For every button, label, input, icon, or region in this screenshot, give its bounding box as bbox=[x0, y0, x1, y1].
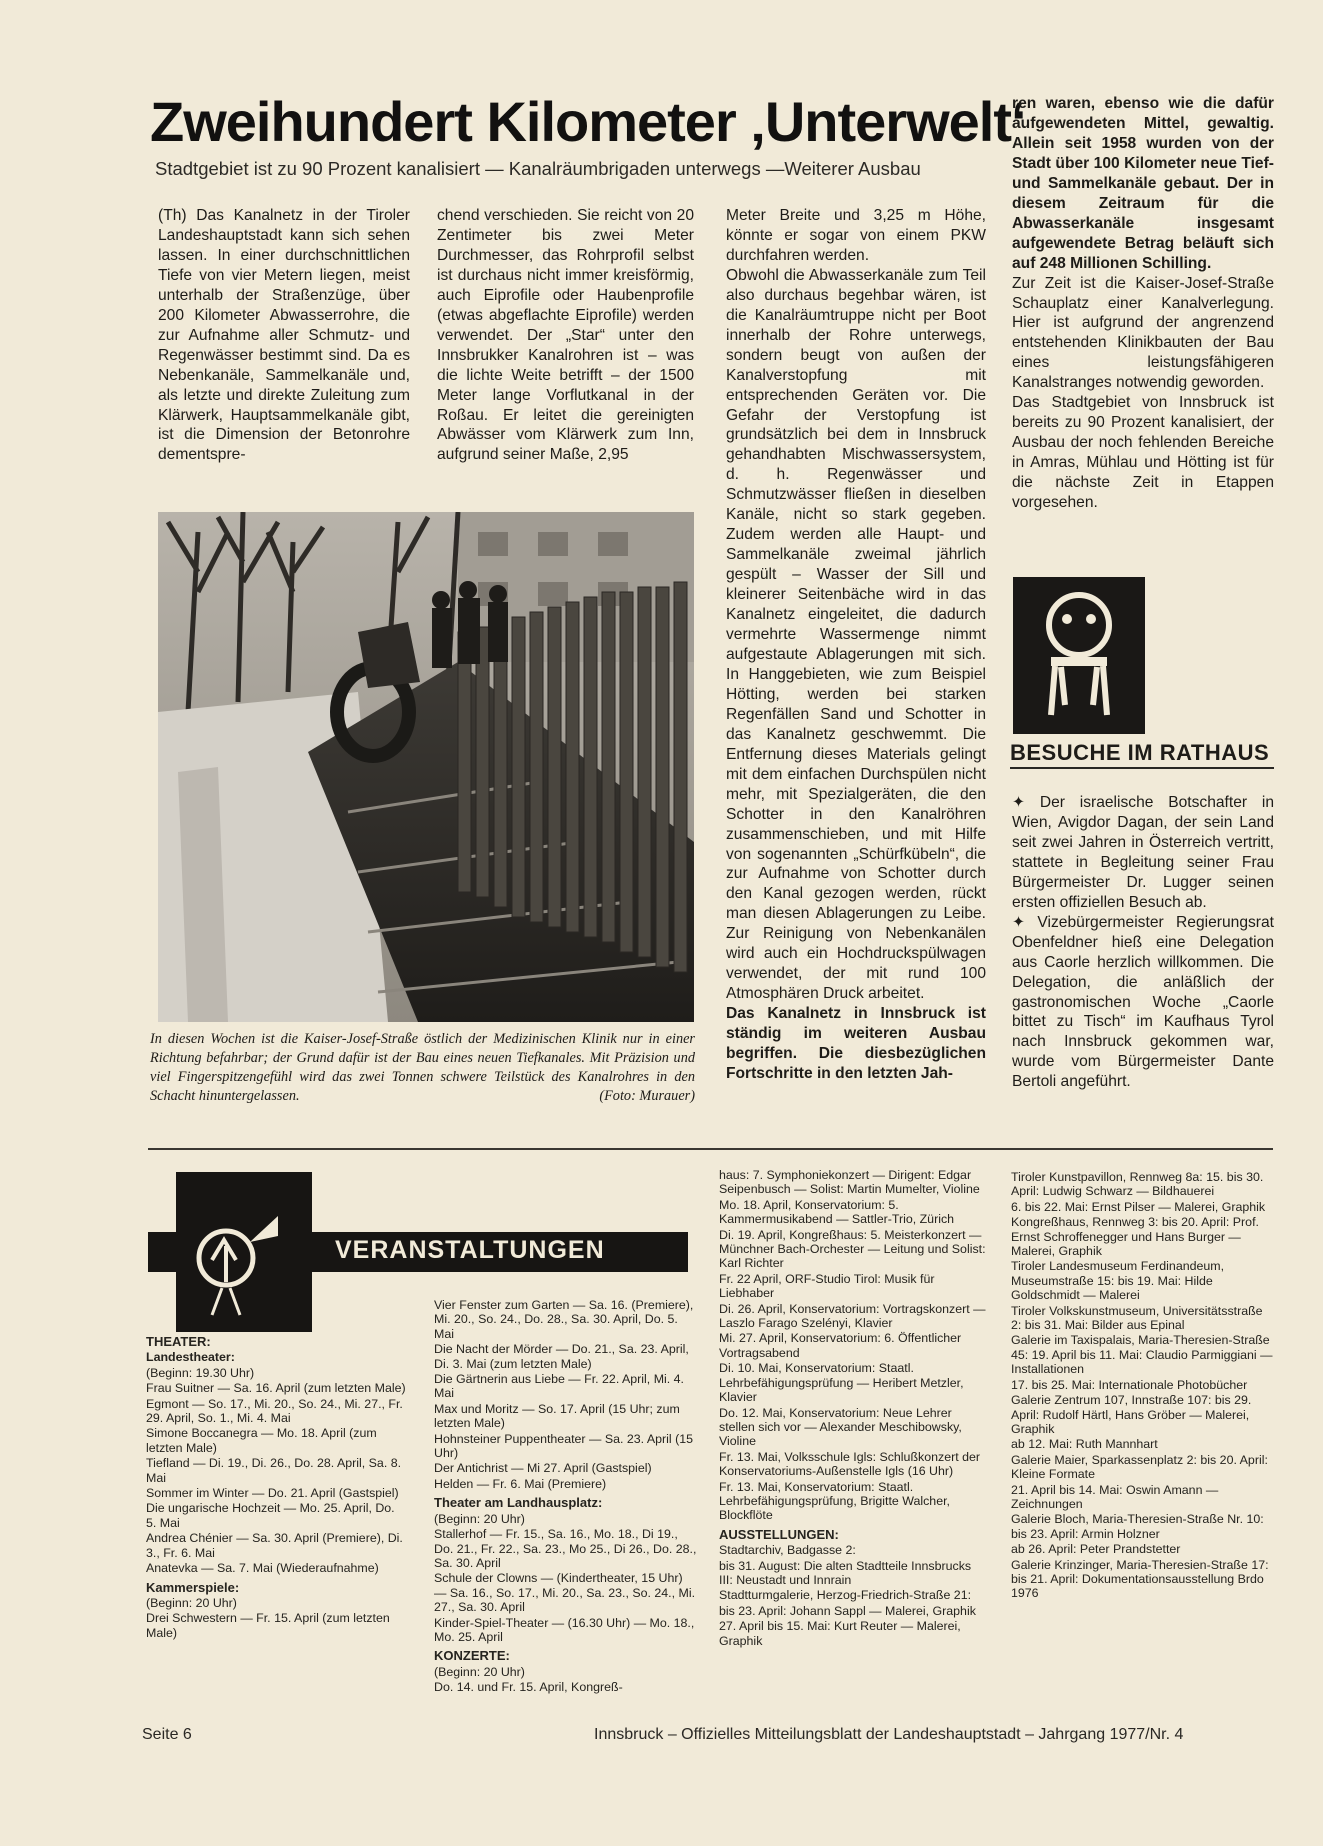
event-entry: (Beginn: 19.30 Uhr) bbox=[146, 1365, 255, 1380]
article-paragraph: Meter Breite und 3,25 m Höhe, könnte er sogar von einem PKW durchfahren werden. bbox=[726, 207, 986, 264]
photo-caption bbox=[150, 1030, 695, 1106]
event-entry: ab 26. April: Peter Prandstetter bbox=[1011, 1542, 1181, 1557]
event-entry: Helden — Fr. 6. Mai (Premiere) bbox=[434, 1476, 607, 1491]
event-entry: Di. 19. April, Kongreßhaus: 5. Meisterkonzert — Münchner Bach-Orchester — Leitung und Solist: Karl Richter bbox=[719, 1227, 986, 1271]
event-entry: Sommer im Winter — Do. 21. April (Gastspiel) bbox=[146, 1486, 399, 1501]
event-entry: Kinder-Spiel-Theater — (16.30 Uhr) — Mo. 18., Mo. 25. April bbox=[434, 1615, 695, 1644]
event-entry: (Beginn: 20 Uhr) bbox=[146, 1595, 237, 1610]
event-entry: Der Antichrist — Mi 27. April (Gastspiel) bbox=[434, 1461, 652, 1476]
rathaus-body bbox=[1012, 793, 1274, 1092]
article-column-1 bbox=[158, 206, 410, 465]
article-paragraph-bold: ren waren, ebenso wie die dafür aufgewendeten Mittel, gewaltig. Allein seit 1958 wurden von der Stadt über 100 Kilometer neue Tief- und Sammelkanäle gebaut. Der in diesem Zeitraum für die Abwasserkanäle insgesamt aufgewendete Betrag beläuft sich auf 248 Millionen Schilling. bbox=[1012, 95, 1274, 272]
event-entry: Mo. 18. April, Konservatorium: 5. Kammermusikabend — Sattler-Trio, Zürich bbox=[719, 1197, 955, 1227]
event-heading: Theater am Landhausplatz: bbox=[434, 1495, 603, 1511]
event-entry: Tiroler Volkskunstmuseum, Universitätsstraße 2: bis 31. Mai: Bilder aus Epinal bbox=[1011, 1303, 1263, 1333]
event-entry: Mi. 27. April, Konservatorium: 6. Öffentlicher Vortragsabend bbox=[719, 1331, 962, 1360]
article-paragraph: (Th) Das Kanalnetz in der Tiroler Landeshauptstadt kann sich sehen lassen. In einer durchschnittlichen Tiefe von vier Metern liegen, meist unterhalb der Straßenzüge, über 200 Kilometer Abwasserrohre, die zur Aufnahme aller Schmutz- und Regenwässer bestimmt sind. Da es Nebenkanäle, Sammelkanäle und, als letzte und direkte Zuleitung zum Klärwerk, Hauptsammelkanäle gibt, ist die Dimension der Betonrohre dementspre- bbox=[158, 207, 410, 464]
event-entry: Stadtturmgalerie, Herzog-Friedrich-Straße 21: bbox=[719, 1588, 972, 1603]
event-entry: Tiroler Landesmuseum Ferdinandeum, Museumstraße 15: bis 19. Mai: Hilde Goldschmidt — Malerei bbox=[1011, 1259, 1225, 1303]
event-entry: Galerie Zentrum 107, Innstraße 107: bis 29. April: Rudolf Härtl, Hans Gröber — Malerei, Graphik bbox=[1011, 1393, 1252, 1436]
events-column-1 bbox=[146, 1330, 408, 1641]
event-entry: Egmont — So. 17., Mi. 20., So. 24., Mi. 27., Fr. 29. April, So. 1., Mi. 4. Mai bbox=[146, 1396, 403, 1426]
article-column-3 bbox=[726, 206, 986, 1084]
event-entry: ab 12. Mai: Ruth Mannhart bbox=[1011, 1437, 1158, 1452]
event-entry: Simone Boccanegra — Mo. 18. April (zum letzten Male) bbox=[146, 1426, 377, 1455]
page-number: Seite 6 bbox=[142, 1726, 192, 1743]
event-entry: Kongreßhaus, Rennweg 3: bis 20. April: Prof. Ernst Schroffenegger und Hans Burger — Malerei, Graphik bbox=[1011, 1215, 1259, 1259]
event-heading: AUSSTELLUNGEN: bbox=[719, 1526, 839, 1542]
event-entry: Fr. 13. Mai, Konservatorium: Staatl. Lehrbefähigungsprüfung, Brigitte Walcher, Blockflöte bbox=[719, 1479, 950, 1523]
event-heading: THEATER: bbox=[146, 1334, 211, 1349]
article-subheadline: Stadtgebiet ist zu 90 Prozent kanalisiert — Kanalräumbrigaden unterwegs —Weiterer Ausbau bbox=[155, 158, 921, 179]
event-entry: Galerie Krinzinger, Maria-Theresien-Straße 17: bis 21. April: Dokumentationsausstellung Brdo 1976 bbox=[1011, 1557, 1269, 1601]
event-heading: Landestheater: bbox=[146, 1350, 235, 1365]
event-entry: Galerie im Taxispalais, Maria-Theresien-Straße 45: 19. April bis 11. Mai: Claudio Parmiggiani — Installationen bbox=[1011, 1333, 1273, 1377]
photo-caption-text: In diesen Wochen ist die Kaiser-Josef-Straße östlich der Medizinischen Klinik nur in einer Richtung befahrbar; der Grund dafür ist der Bau eines neuen Tiefkanales. Mit Präzision und viel Fingerspitzengefühl wird das zwei Tonnen schwere Teilstück des Kanalrohres in den Schacht hinuntergelassen. bbox=[150, 1031, 695, 1104]
event-entry: Do. 12. Mai, Konservatorium: Neue Lehrer stellen sich vor — Alexander Meschibowsky, Violine bbox=[719, 1405, 962, 1449]
event-entry: Die Nacht der Mörder — Do. 21., Sa. 23. April, Di. 3. Mai (zum letzten Male) bbox=[434, 1342, 689, 1371]
event-entry: Die Gärtnerin aus Liebe — Fr. 22. April, Mi. 4. Mai bbox=[434, 1372, 684, 1401]
event-entry: Vier Fenster zum Garten — Sa. 16. (Premiere), Mi. 20., So. 24., Do. 28., Sa. 30. April, Do. 5. Mai bbox=[434, 1298, 694, 1341]
event-entry: Stadtarchiv, Badgasse 2: bbox=[719, 1543, 856, 1558]
event-entry: Max und Moritz — So. 17. April (15 Uhr; zum letzten Male) bbox=[434, 1401, 680, 1431]
event-entry: Di. 10. Mai, Konservatorium: Staatl. Lehrbefähigungsprüfung — Heribert Metzler, Klavier bbox=[719, 1361, 964, 1405]
event-entry: 21. April bis 14. Mai: Oswin Amann — Zeichnungen bbox=[1011, 1482, 1219, 1511]
rathaus-item: ✦ Vizebürgermeister Regierungsrat Obenfeldner hieß eine Delegation aus Caorle herzlich willkommen. Die Delegation, die anläßlich der gastronomischen Woche „Caorle bittet zu Tisch“ im Kaufhaus Tyrol nach Innsbruck gekommen war, wurde vom Bürgermeister Dante Bertoli angeführt. bbox=[1012, 913, 1274, 1091]
photo-credit: (Foto: Murauer) bbox=[599, 1088, 695, 1104]
events-column-4 bbox=[1011, 1170, 1274, 1602]
event-entry: 17. bis 25. Mai: Internationale Photobücher bbox=[1011, 1377, 1248, 1392]
event-entry: bis 31. August: Die alten Stadtteile Innsbrucks III: Neustadt und Innrain bbox=[719, 1558, 972, 1587]
publication-line: Innsbruck – Offizielles Mitteilungsblatt der Landeshauptstadt – Jahrgang 1977/Nr. 4 bbox=[594, 1726, 1184, 1743]
event-entry: bis 23. April: Johann Sappl — Malerei, Graphik bbox=[719, 1603, 976, 1618]
section-divider bbox=[148, 1148, 1273, 1150]
rathaus-item: ✦ Der israelische Botschafter in Wien, Avigdor Dagan, der sein Land seit zwei Jahren in Österreich vertritt, stattete in Begleitung seiner Frau Bürgermeister Dr. Lugger seinen ersten offiziellen Besuch ab. bbox=[1012, 794, 1274, 911]
event-entry: Fr. 13. Mai, Volksschule Igls: Schlußkonzert der Konservatoriums-Außenstelle Igls (16 Uhr) bbox=[719, 1449, 981, 1479]
event-heading: Kammerspiele: bbox=[146, 1579, 240, 1595]
event-entry: 27. April bis 15. Mai: Kurt Reuter — Malerei, Graphik bbox=[719, 1619, 961, 1648]
article-paragraph: Obwohl die Abwasserkanäle zum Teil also durchaus begehbar wären, ist die Kanalräumtruppe nicht per Boot innerhalb der Rohre unterwegs, sondern beugt von außen der Kanalverstopfung mit entsprechenden Geräten vor. Die Gefahr der Verstopfung ist grundsätzlich bei dem in Innsbruck gehandhabten Mischwassersystem, d. h. Regenwässer und Schmutzwässer fließen in dieselben Kanäle, nicht so stark gegeben. Zudem werden alle Haupt- und Sammelkanäle zweimal jährlich gespült – Wasser der Sill und kleinerer Seitenbäche wird in das Kanalnetz eingeleitet, die dadurch vermehrte Wassermenge nimmt aufgestaute Ablagerungen mit sich. In Hanggebieten, wie zum Beispiel Hötting, werden bei starken Regenfällen Sand und Schotter in das Kanalnetz geschwemmt. Die Entfernung dieses Materials gelingt mit dem einfachen Durchspülen nicht mehr, mit Spezialgeräten, die den Schotter in den Kanalröhren zusammenschieben, und mit Hilfe von sogenannten „Schürfkübeln“, die zur Aufnahme von Schotter durch den Kanal gezogen werden, rückt man diesen Ablagerungen zu Leibe. Zur Reinigung von Nebenkanälen wird auch ein Hochdruckspülwagen verwendet, der mit rund 100 Atmosphären Druck arbeitet. bbox=[726, 266, 986, 1003]
article-column-2 bbox=[437, 206, 694, 465]
events-column-3 bbox=[719, 1168, 987, 1649]
event-heading: KONZERTE: bbox=[434, 1648, 510, 1664]
event-entry: Do. 14. und Fr. 15. April, Kongreß- bbox=[434, 1680, 623, 1695]
article-paragraph: chend verschieden. Sie reicht von 20 Zentimeter bis zwei Meter Durchmesser, das Rohrprofil selbst ist durchaus nicht immer kreisförmig, auch Eiprofile oder Haubenprofile (etwas abgeflachte Eiprofile) werden verwendet. Der „Star“ unter den Innsbrukker Kanalrohren ist – was die lichte Weite betrifft – der 1500 Meter lange Vorflutkanal in der Roßau. Er leitet die gereinigten Abwässer vom Klärwerk zum Inn, aufgrund seiner Maße, 2,95 bbox=[437, 207, 694, 464]
construction-photo bbox=[158, 512, 694, 1022]
event-entry: (Beginn: 20 Uhr) bbox=[434, 1511, 525, 1526]
post-horn-icon bbox=[182, 1190, 282, 1320]
event-entry: Andrea Chénier — Sa. 30. April (Premiere), Di. 3., Fr. 6. Mai bbox=[146, 1531, 403, 1560]
article-paragraph-bold: Das Kanalnetz in Innsbruck ist ständig im weiteren Ausbau begriffen. Die diesbezüglichen Fortschritte in den letzten Jah- bbox=[726, 1005, 986, 1082]
event-entry: Schule der Clowns — (Kindertheater, 15 Uhr) — Sa. 16., So. 17., Mi. 20., Sa. 23., So. 24., Mi. 27., Sa. 30. April bbox=[434, 1571, 696, 1615]
event-entry: Di. 26. April, Konservatorium: Vortragskonzert — Laszlo Farago Szelényi, Klavier bbox=[719, 1301, 986, 1331]
events-column-2 bbox=[434, 1298, 698, 1696]
event-entry: Die ungarische Hochzeit — Mo. 25. April, Do. 5. Mai bbox=[146, 1501, 395, 1530]
article-paragraph: Zur Zeit ist die Kaiser-Josef-Straße Schauplatz einer Kanalverlegung. Hier ist aufgrund der angrenzend entstehenden Klinikbauten der Bau eines leistungsfähigeren Kanalstranges notwendig geworden. bbox=[1012, 274, 1274, 392]
article-headline: Zweihundert Kilometer ‚Unterwelt‘ bbox=[150, 90, 1026, 153]
rathaus-emblem bbox=[1013, 577, 1145, 734]
event-entry: Galerie Bloch, Maria-Theresien-Straße Nr. 10: bis 23. April: Armin Holzner bbox=[1011, 1512, 1264, 1541]
events-title: VERANSTALTUNGEN bbox=[335, 1236, 605, 1264]
event-entry: Fr. 22 April, ORF-Studio Tirol: Musik für Liebhaber bbox=[719, 1271, 935, 1301]
article-column-4 bbox=[1012, 94, 1274, 513]
event-entry: Tiroler Kunstpavillon, Rennweg 8a: 15. bis 30. April: Ludwig Schwarz — Bildhauerei bbox=[1011, 1170, 1264, 1199]
event-entry: haus: 7. Symphoniekonzert — Dirigent: Edgar Seipenbusch — Solist: Martin Mumelter, Violine bbox=[719, 1168, 980, 1197]
event-entry: Anatevka — Sa. 7. Mai (Wiederaufnahme) bbox=[146, 1561, 379, 1576]
event-entry: Stallerhof — Fr. 15., Sa. 16., Mo. 18., Di 19., Do. 21., Fr. 22., Sa. 23., Mo 25., Di 26., Do. 28., Sa. 30. April bbox=[434, 1527, 697, 1570]
event-entry: Frau Suitner — Sa. 16. April (zum letzten Male) bbox=[146, 1381, 406, 1396]
rathaus-title: BESUCHE IM RATHAUS bbox=[1010, 740, 1274, 769]
event-entry: (Beginn: 20 Uhr) bbox=[434, 1664, 525, 1679]
event-entry: Drei Schwestern — Fr. 15. April (zum letzten Male) bbox=[146, 1611, 390, 1640]
event-entry: 6. bis 22. Mai: Ernst Pilser — Malerei, Graphik bbox=[1011, 1199, 1266, 1214]
event-entry: Galerie Maier, Sparkassenplatz 2: bis 20. April: Kleine Formate bbox=[1011, 1452, 1268, 1482]
event-entry: Tiefland — Di. 19., Di. 26., Do. 28. April, Sa. 8. Mai bbox=[146, 1456, 402, 1485]
chair-icon bbox=[1013, 577, 1145, 734]
event-entry: Hohnsteiner Puppentheater — Sa. 23. April (15 Uhr) bbox=[434, 1431, 693, 1461]
article-paragraph: Das Stadtgebiet von Innsbruck ist bereits zu 90 Prozent kanalisiert, der Ausbau der noch fehlenden Bereiche in Amras, Mühlau und Hötting ist für die nächste Zeit in Etappen vorgesehen. bbox=[1012, 394, 1274, 512]
